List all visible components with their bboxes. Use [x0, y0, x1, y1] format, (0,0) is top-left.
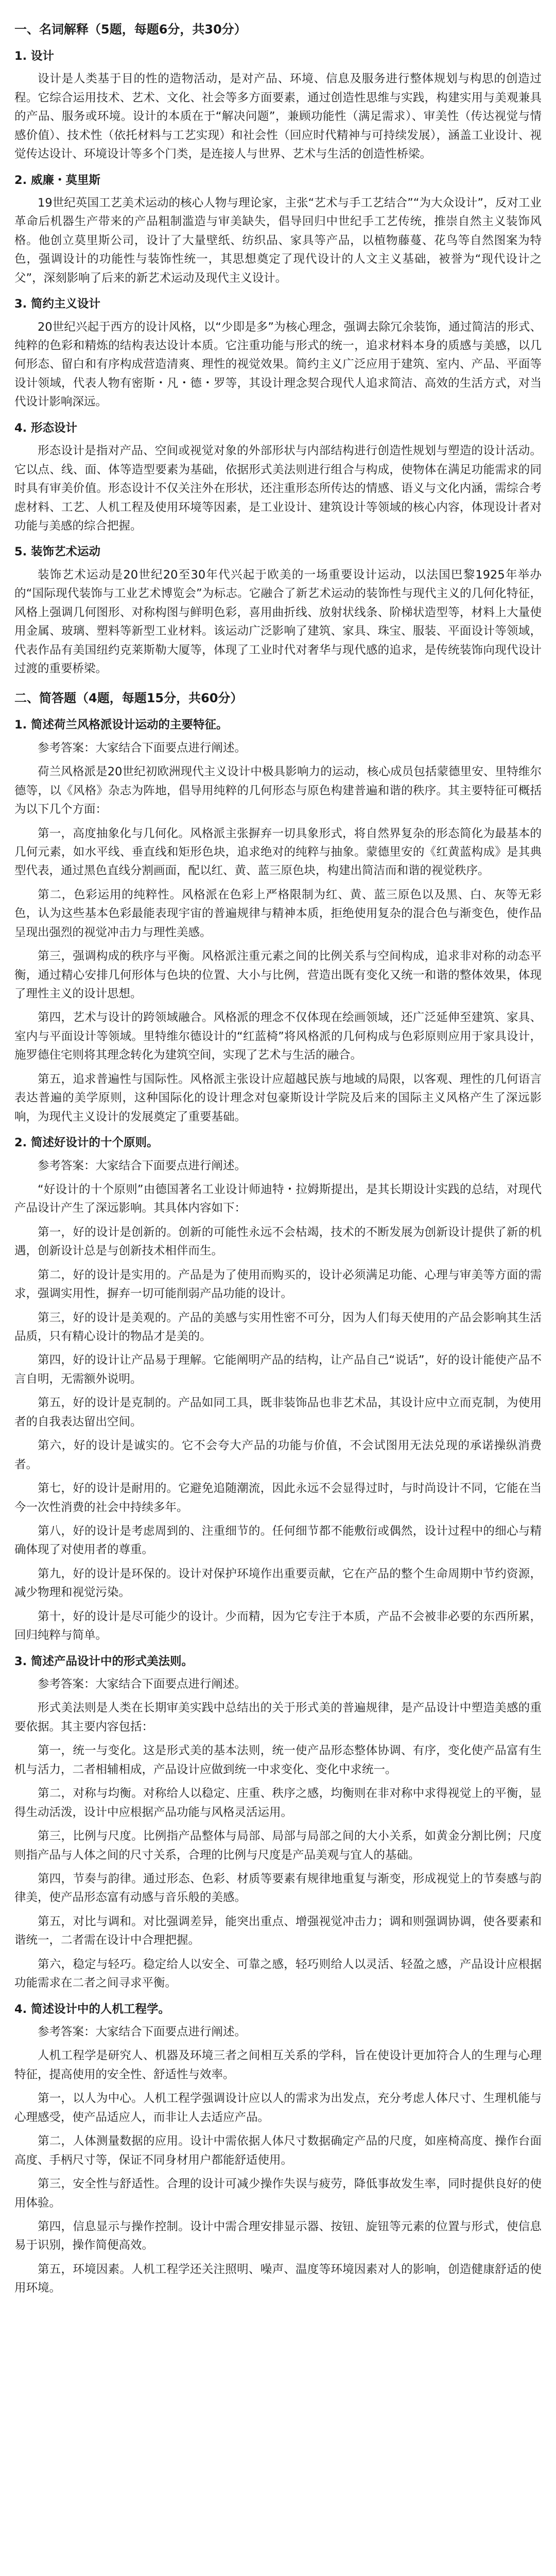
question-2-para: 第八，好的设计是考虑周到的、注重细节的。任何细节都不能敷衍或偶然，设计过程中的细心与精确体现了对使用者的尊重。	[14, 1524, 542, 1557]
term-form-design-text: 形态设计是指对产品、空间或视觉对象的外部形状与内部结构进行创造性规划与塑造的设计活动。它以点、线、面、体等造型要素为基础，依据形式美法则进行组合与构成，使物体在满足功能需求的同时具有审美价值。形态设计不仅关注外在形状，还注重形态所传达的情感、语义与文化内涵，需综合考虑材料、工艺、人机工程及使用环境等因素，是工业设计、建筑设计等领域的核心内容，体现设计者对功能与美感的综合把握。	[14, 444, 542, 533]
question-2-para: 第五，好的设计是克制的。产品如同工具，既非装饰品也非艺术品，其设计应中立而克制，为使用者的自我表达留出空间。	[14, 1396, 542, 1429]
term-minimalism-text: 20世纪兴起于西方的设计风格，以“少即是多”为核心理念，强调去除冗余装饰，通过简洁的形式、纯粹的色彩和精炼的结构表达设计本质。它注重功能与形式的统一，追求材料本身的质感与美感，以几何形态、留白和有序构成营造清爽、理性的视觉效果。简约主义广泛应用于建筑、室内、产品、平面等设计领域，代表人物有密斯・凡・德・罗等，其设计理念契合现代人追求简洁、高效的生活方式，对当代设计影响深远。	[14, 320, 542, 409]
question-2-para: 第七，好的设计是耐用的。它避免追随潮流，因此永远不会显得过时，与时尚设计不同，它能在当今一次性消费的社会中持续多年。	[14, 1482, 542, 1514]
question-1-para: 第一，高度抽象化与几何化。风格派主张摒弃一切具象形式，将自然界复杂的形态简化为最基本的几何元素，如水平线、垂直线和矩形色块，追求绝对的纯粹与抽象。蒙德里安的《红黄蓝构成》是其典型代表，通过黑色直线分割画面，配以红、黄、蓝三原色块，构建出简洁而和谐的视觉秩序。	[14, 826, 542, 878]
question-2-para: “好设计的十个原则”由德国著名工业设计师迪特・拉姆斯提出，是其长期设计实践的总结，对现代产品设计产生了深远影响。其具体内容如下：	[14, 1182, 542, 1215]
term-form-design-title: 4. 形态设计	[14, 421, 78, 435]
section-title-1: 一、名词解释（5题，每题6分，共30分）	[14, 22, 247, 37]
question-3-para: 第五，对比与调和。对比强调差异，能突出重点、增强视觉冲击力；调和则强调协调，使各要素和谐统一，二者需在设计中合理把握。	[14, 1914, 542, 1947]
question-1-para: 第五，追求普遍性与国际性。风格派主张设计应超越民族与地域的局限，以客观、理性的几何语言表达普遍的美学原则，这种国际化的设计理念对包豪斯设计学院及后来的国际主义风格产生了深远影响，为现代主义设计的发展奠定了重要基础。	[14, 1072, 542, 1124]
question-3-para: 第二，对称与均衡。对称给人以稳定、庄重、秩序之感，均衡则在非对称中求得视觉上的平衡，显得生动活泼，设计中应根据产品功能与风格灵活运用。	[14, 1787, 542, 1819]
question-2-para: 第四，好的设计让产品易于理解。它能阐明产品的结构，让产品自己“说话”，好的设计能使产品不言自明，无需额外说明。	[14, 1353, 542, 1386]
question-1-title: 1. 简述荷兰风格派设计运动的主要特征。	[14, 718, 228, 732]
question-3-para: 形式美法则是人类在长期审美实践中总结出的关于形式美的普遍规律，是产品设计中塑造美感的重要依据。其主要内容包括：	[14, 1701, 542, 1734]
term-design-title: 1. 设计	[14, 49, 55, 63]
question-1-para: 第三，强调构成的秩序与平衡。风格派注重元素之间的比例关系与空间构成，追求非对称的动态平衡，通过精心安排几何形体与色块的位置、大小与比例，营造出既有变化又统一和谐的整体效果，体现了理性主义的设计思想。	[14, 950, 542, 1001]
question-3-para: 第六，稳定与轻巧。稳定给人以安全、可靠之感，轻巧则给人以灵活、轻盈之感，产品设计应根据功能需求在二者之间寻求平衡。	[14, 1957, 542, 1990]
question-2-para: 第九，好的设计是环保的。设计对保护环境作出重要贡献，它在产品的整个生命周期中节约资源，减少物理和视觉污染。	[14, 1567, 542, 1600]
question-4-para: 第三，安全性与舒适性。合理的设计可减少操作失误与疲劳，降低事故发生率，同时提供良好的使用体验。	[14, 2177, 542, 2210]
question-1-para: 第二，色彩运用的纯粹性。风格派在色彩上严格限制为红、黄、蓝三原色以及黑、白、灰等无彩色，认为这些基本色彩最能表现宇宙的普遍规律与精神本质，拒绝使用复杂的混合色与渐变色，使作品呈现出强烈的视觉冲击力与理性美感。	[14, 888, 542, 939]
question-3-para: 第三，比例与尺度。比例指产品整体与局部、局部与局部之间的大小关系，如黄金分割比例；尺度则指产品与人体之间的尺寸关系，合理的比例与尺度是产品美观与宜人的基础。	[14, 1829, 542, 1862]
question-3-para: 第一，统一与变化。这是形式美的基本法则，统一使产品形态整体协调、有序，变化使产品富有生机与活力，二者相辅相成，产品设计应做到统一中求变化、变化中求统一。	[14, 1744, 542, 1776]
term-art-deco-text: 装饰艺术运动是20世纪20至30年代兴起于欧美的一场重要设计运动，以法国巴黎1925年举办的“国际现代装饰与工业艺术博览会”为标志。它融合了新艺术运动的装饰性与现代主义的几何化特征，风格上强调几何图形、对称构图与鲜明色彩，喜用曲折线、放射状线条、阶梯状造型等，材料上大量使用金属、玻璃、塑料等新型工业材料。该运动广泛影响了建筑、家具、珠宝、服装、平面设计等领域，代表作品有美国纽约克莱斯勒大厦等，体现了工业时代对奢华与现代感的追求，是传统装饰向现代设计过渡的重要桥梁。	[14, 568, 542, 675]
term-art-deco-title: 5. 装饰艺术运动	[14, 545, 101, 559]
question-2-answer-intro: 参考答案：大家结合下面要点进行阐述。	[38, 1159, 247, 1173]
question-2-para: 第一，好的设计是创新的。创新的可能性永远不会枯竭，技术的不断发展为创新设计提供了新的机遇，创新设计总是与创新技术相伴而生。	[14, 1225, 542, 1258]
question-1-para: 第四，艺术与设计的跨领域融合。风格派的理念不仅体现在绘画领域，还广泛延伸至建筑、家具、室内与平面设计等领域。里特维尔德设计的“红蓝椅”将风格派的几何构成与色彩原则应用于家具设计，施罗德住宅则将其理念转化为建筑空间，实现了艺术与生活的融合。	[14, 1011, 542, 1062]
term-minimalism-title: 3. 简约主义设计	[14, 297, 101, 311]
question-4-title: 4. 简述设计中的人机工程学。	[14, 2002, 170, 2016]
question-4-para: 第五，环境因素。人机工程学还关注照明、噪声、温度等环境因素对人的影响，创造健康舒适的使用环境。	[14, 2262, 542, 2295]
question-2-para: 第二，好的设计是实用的。产品是为了使用而购买的，设计必须满足功能、心理与审美等方面的需求，强调实用性，摒弃一切可能削弱产品功能的设计。	[14, 1268, 542, 1301]
question-2-para: 第十，好的设计是尽可能少的设计。少而精，因为它专注于本质，产品不会被非必要的东西所累，回归纯粹与简单。	[14, 1609, 542, 1642]
question-2-para: 第六，好的设计是诚实的。它不会夸大产品的功能与价值，不会试图用无法兑现的承诺操纵消费者。	[14, 1439, 542, 1471]
question-4-answer-intro: 参考答案：大家结合下面要点进行阐述。	[38, 2025, 247, 2039]
question-4-para: 第二，人体测量数据的应用。设计中需依据人体尺寸数据确定产品的尺度，如座椅高度、操作台面高度、手柄尺寸等，保证不同身材用户都能舒适使用。	[14, 2134, 542, 2167]
question-3-para: 第四，节奏与韵律。通过形态、色彩、材质等要素有规律地重复与渐变，形成视觉上的节奏感与韵律美，使产品形态富有动感与音乐般的美感。	[14, 1872, 542, 1905]
question-3-title: 3. 简述产品设计中的形式美法则。	[14, 1654, 194, 1668]
question-4-para: 第一，以人为中心。人机工程学强调设计应以人的需求为出发点，充分考虑人体尺寸、生理机能与心理感受，使产品适应人，而非让人去适应产品。	[14, 2092, 542, 2124]
section-title-2: 二、简答题（4题，每题15分，共60分）	[14, 691, 243, 706]
question-1-answer-intro: 参考答案：大家结合下面要点进行阐述。	[38, 741, 247, 755]
term-morris-title: 2. 威廉・莫里斯	[14, 173, 101, 187]
question-4-para: 第四，信息显示与操作控制。设计中需合理安排显示器、按钮、旋钮等元素的位置与形式，使信息易于识别，操作简便高效。	[14, 2219, 542, 2252]
question-2-para: 第三，好的设计是美观的。产品的美感与实用性密不可分，因为人们每天使用的产品会影响其生活品质，只有精心设计的物品才是美的。	[14, 1311, 542, 1343]
term-design-text: 设计是人类基于目的性的造物活动，是对产品、环境、信息及服务进行整体规划与构思的创造过程。它综合运用技术、艺术、文化、社会等多方面要素，通过创造性思维与实践，构建实用与美观兼具的产品、服务或环境。设计的本质在于“解决问题”，兼顾功能性（满足需求）、审美性（传达视觉与情感价值）、技术性（依托材料与工艺实现）和社会性（回应时代精神与可持续发展），涵盖工业设计、视觉传达设计、环境设计等多个门类，是连接人与世界、艺术与生活的创造性桥梁。	[14, 72, 542, 161]
question-1-para: 荷兰风格派是20世纪初欧洲现代主义设计中极具影响力的运动，核心成员包括蒙德里安、里特维尔德等，以《风格》杂志为阵地，倡导用纯粹的几何形态与原色构建普遍和谐的秩序。其主要特征可概括为以下几个方面：	[14, 765, 542, 817]
question-3-answer-intro: 参考答案：大家结合下面要点进行阐述。	[38, 1677, 247, 1691]
term-morris-text: 19世纪英国工艺美术运动的核心人物与理论家，主张“艺术与手工艺结合”“为大众设计”，反对工业革命后机器生产带来的产品粗制滥造与审美缺失，倡导回归中世纪手工艺传统，推崇自然主义装饰风格。他创立莫里斯公司，设计了大量壁纸、纺织品、家具等产品，以植物藤蔓、花鸟等自然图案为特色，强调设计的功能性与装饰性统一，其思想奠定了现代设计的人文主义基础，被誉为“现代设计之父”，深刻影响了后来的新艺术运动及现代主义设计。	[14, 196, 542, 285]
question-4-para: 人机工程学是研究人、机器及环境三者之间相互关系的学科，旨在使设计更加符合人的生理与心理特征，提高使用的安全性、舒适性与效率。	[14, 2049, 542, 2081]
question-2-title: 2. 简述好设计的十个原则。	[14, 1136, 159, 1150]
